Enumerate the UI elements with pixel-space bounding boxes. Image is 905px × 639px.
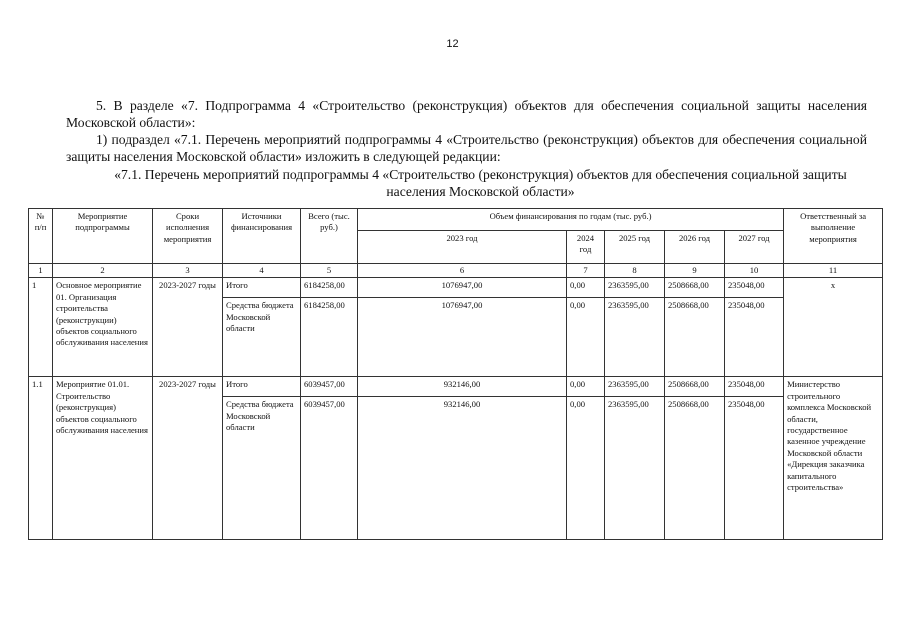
paragraph-section-5: 5. В разделе «7. Подпрограмма 4 «Строительство (реконструкция) объектов для обеспечения социальной защиты населения Московской области»: [66, 98, 867, 130]
row-2026: 2508668,00 [665, 377, 725, 397]
row-num: 1.1 [29, 377, 53, 540]
row-2023: 932146,00 [358, 397, 567, 540]
row-2027: 235048,00 [725, 377, 784, 397]
row-2025: 2363595,00 [605, 278, 665, 298]
column-numbers-row [29, 264, 883, 278]
header-2027: 2027 год [725, 231, 784, 264]
header-row [29, 209, 883, 231]
row-event: Основное мероприятие 01. Организация строительства (реконструкции) объектов социального обслуживания населения [53, 278, 153, 377]
row-responsible: Министерство строительного комплекса Московской области, государственное казенное учреждение Московской области «Дирекция заказчика капитального строительства» [784, 377, 883, 540]
header-num: № п/п [29, 209, 53, 264]
col-number: 5 [301, 264, 358, 278]
row-source: Итого [223, 377, 301, 397]
col-number: 2 [53, 264, 153, 278]
row-total: 6184258,00 [301, 278, 358, 298]
row-2026: 2508668,00 [665, 397, 725, 540]
row-2025: 2363595,00 [605, 397, 665, 540]
table-heading: «7.1. Перечень мероприятий подпрограммы 4 «Строительство (реконструкция) объектов для обеспечения социальной защиты населения Московской области» [114, 167, 847, 199]
header-event: Мероприятие подпрограммы [53, 209, 153, 264]
col-number: 7 [567, 264, 605, 278]
row-total: 6039457,00 [301, 377, 358, 397]
col-number: 9 [665, 264, 725, 278]
events-table [28, 208, 883, 540]
row-2025: 2363595,00 [605, 298, 665, 377]
row-source: Средства бюджета Московской области [223, 298, 301, 377]
header-total: Всего (тыс. руб.) [301, 209, 358, 264]
page-number: 12 [446, 38, 459, 50]
row-2027: 235048,00 [725, 397, 784, 540]
row-total: 6184258,00 [301, 298, 358, 377]
row-2024: 0,00 [567, 397, 605, 540]
header-2024: 2024 год [567, 231, 605, 264]
header-responsible: Ответственный за выполнение мероприятия [784, 209, 883, 264]
row-2024: 0,00 [567, 377, 605, 397]
header-sources: Источники финансирования [223, 209, 301, 264]
table-row [29, 278, 883, 298]
col-number: 8 [605, 264, 665, 278]
row-2023: 932146,00 [358, 377, 567, 397]
col-number: 1 [29, 264, 53, 278]
row-2024: 0,00 [567, 298, 605, 377]
row-2023: 1076947,00 [358, 298, 567, 377]
table-row [29, 377, 883, 397]
row-total: 6039457,00 [301, 397, 358, 540]
header-2026: 2026 год [665, 231, 725, 264]
header-volume: Объем финансирования по годам (тыс. руб.) [358, 209, 784, 231]
row-terms: 2023-2027 годы [153, 377, 223, 540]
row-2023: 1076947,00 [358, 278, 567, 298]
row-responsible: х [784, 278, 883, 377]
header-2025: 2025 год [605, 231, 665, 264]
row-2026: 2508668,00 [665, 278, 725, 298]
col-number: 3 [153, 264, 223, 278]
row-2027: 235048,00 [725, 278, 784, 298]
header-2023: 2023 год [358, 231, 567, 264]
col-number: 6 [358, 264, 567, 278]
col-number: 10 [725, 264, 784, 278]
row-num: 1 [29, 278, 53, 377]
row-2027: 235048,00 [725, 298, 784, 377]
row-2025: 2363595,00 [605, 377, 665, 397]
row-2024: 0,00 [567, 278, 605, 298]
paragraph-subsection-1: 1) подраздел «7.1. Перечень мероприятий подпрограммы 4 «Строительство (реконструкция) объектов для обеспечения социальной защиты населения Московской области» изложить в следующей редакции: [66, 132, 867, 164]
row-source: Итого [223, 278, 301, 298]
row-2026: 2508668,00 [665, 298, 725, 377]
row-event: Мероприятие 01.01. Строительство (реконструкция) объектов социального обслуживания населения [53, 377, 153, 540]
header-terms: Сроки исполнения мероприятия [153, 209, 223, 264]
col-number: 4 [223, 264, 301, 278]
col-number: 11 [784, 264, 883, 278]
row-terms: 2023-2027 годы [153, 278, 223, 377]
row-source: Средства бюджета Московской области [223, 397, 301, 540]
